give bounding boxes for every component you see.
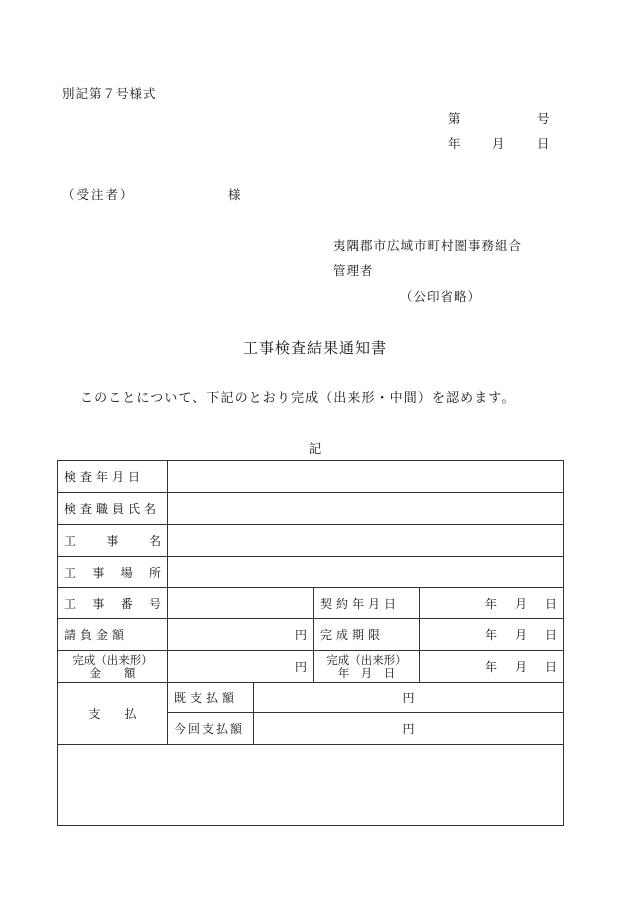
completion-deadline-label: 完成期限	[314, 619, 420, 651]
table-row	[58, 619, 564, 651]
work-place-label	[58, 557, 168, 588]
month-unit: 月	[514, 596, 527, 611]
document-number-suffix: 号	[537, 111, 550, 126]
completion-amount-label	[58, 651, 168, 683]
contract-amount-label: 請負金額	[58, 619, 168, 651]
remarks-area[interactable]	[58, 745, 564, 826]
issuer-title: 管理者	[333, 263, 374, 278]
day-unit: 日	[544, 596, 557, 611]
table-row	[58, 745, 564, 826]
table-row	[58, 588, 564, 619]
contract-date-label: 契約年月日	[314, 588, 420, 619]
table-row	[58, 557, 564, 588]
year-unit: 年	[484, 660, 497, 674]
date-year-label: 年	[448, 136, 461, 151]
work-place-char: 工	[64, 565, 77, 580]
completion-deadline-value[interactable]	[420, 619, 564, 651]
work-place-char: 事	[92, 565, 105, 580]
work-number-char: 号	[148, 596, 161, 611]
work-number-char: 番	[120, 596, 133, 611]
table-row	[58, 525, 564, 557]
day-unit: 日	[544, 628, 557, 642]
paid-amount-label: 既支払額	[168, 683, 254, 713]
document-number-label: 第	[448, 111, 461, 126]
contract-date-value[interactable]	[420, 588, 564, 619]
inspection-date-value[interactable]	[168, 461, 564, 493]
date-day-label: 日	[537, 136, 550, 151]
work-name-char: 事	[106, 534, 119, 548]
contract-amount-value[interactable]	[168, 619, 314, 651]
work-name-value[interactable]	[168, 525, 564, 557]
completion-amount-value[interactable]	[168, 651, 314, 683]
current-amount-label: 今回支払額	[168, 713, 254, 745]
completion-date-value[interactable]	[420, 651, 564, 683]
recipient-honorific: 様	[228, 187, 241, 202]
current-amount-value[interactable]	[254, 713, 564, 745]
month-unit: 月	[514, 628, 527, 642]
year-unit: 年	[484, 596, 497, 611]
work-number-char: 事	[92, 596, 105, 611]
form-number: 別記第７号様式	[62, 86, 157, 101]
ki-heading: 記	[308, 441, 322, 456]
day-unit: 日	[544, 660, 557, 674]
issuer-organization: 夷隅郡市広域市町村圏事務組合	[333, 238, 523, 253]
body-text: このことについて、下記のとおり完成（出来形・中間）を認めます。	[80, 391, 516, 406]
work-number-value[interactable]	[168, 588, 314, 619]
inspector-name-label: 検査職員氏名	[58, 493, 168, 525]
inspection-date-label: 検査年月日	[58, 461, 168, 493]
table-row	[58, 461, 564, 493]
completion-date-label	[314, 651, 420, 683]
yen-unit: 円	[294, 660, 307, 674]
seal-omitted-note: （公印省略）	[400, 289, 482, 304]
payment-label: 支 払	[58, 683, 168, 745]
paid-amount-value[interactable]	[254, 683, 564, 713]
date-month-label: 月	[492, 136, 505, 151]
year-unit: 年	[484, 628, 497, 642]
month-unit: 月	[514, 660, 527, 674]
yen-unit: 円	[402, 691, 415, 705]
work-place-char: 所	[148, 565, 161, 580]
table-row	[58, 683, 564, 713]
yen-unit: 円	[294, 628, 307, 642]
work-number-char: 工	[64, 596, 77, 611]
work-place-char: 場	[120, 565, 133, 580]
recipient-label: （受注者）	[62, 187, 135, 202]
completion-date-label-line1: 完成（出来形）	[326, 652, 407, 667]
completion-amount-label-line2: 金 額	[89, 665, 136, 680]
work-name-char: 工	[64, 534, 77, 548]
completion-amount-label-line1: 完成（出来形）	[72, 652, 153, 667]
work-place-value[interactable]	[168, 557, 564, 588]
work-number-label	[58, 588, 168, 619]
work-name-char: 名	[148, 534, 161, 548]
yen-unit: 円	[402, 722, 415, 736]
document-title: 工事検査結果通知書	[242, 339, 387, 357]
inspector-name-value[interactable]	[168, 493, 564, 525]
inspection-table	[57, 460, 564, 826]
table-row	[58, 651, 564, 683]
completion-date-label-line2: 年 月 日	[337, 665, 396, 680]
table-row	[58, 493, 564, 525]
work-name-label	[58, 525, 168, 557]
